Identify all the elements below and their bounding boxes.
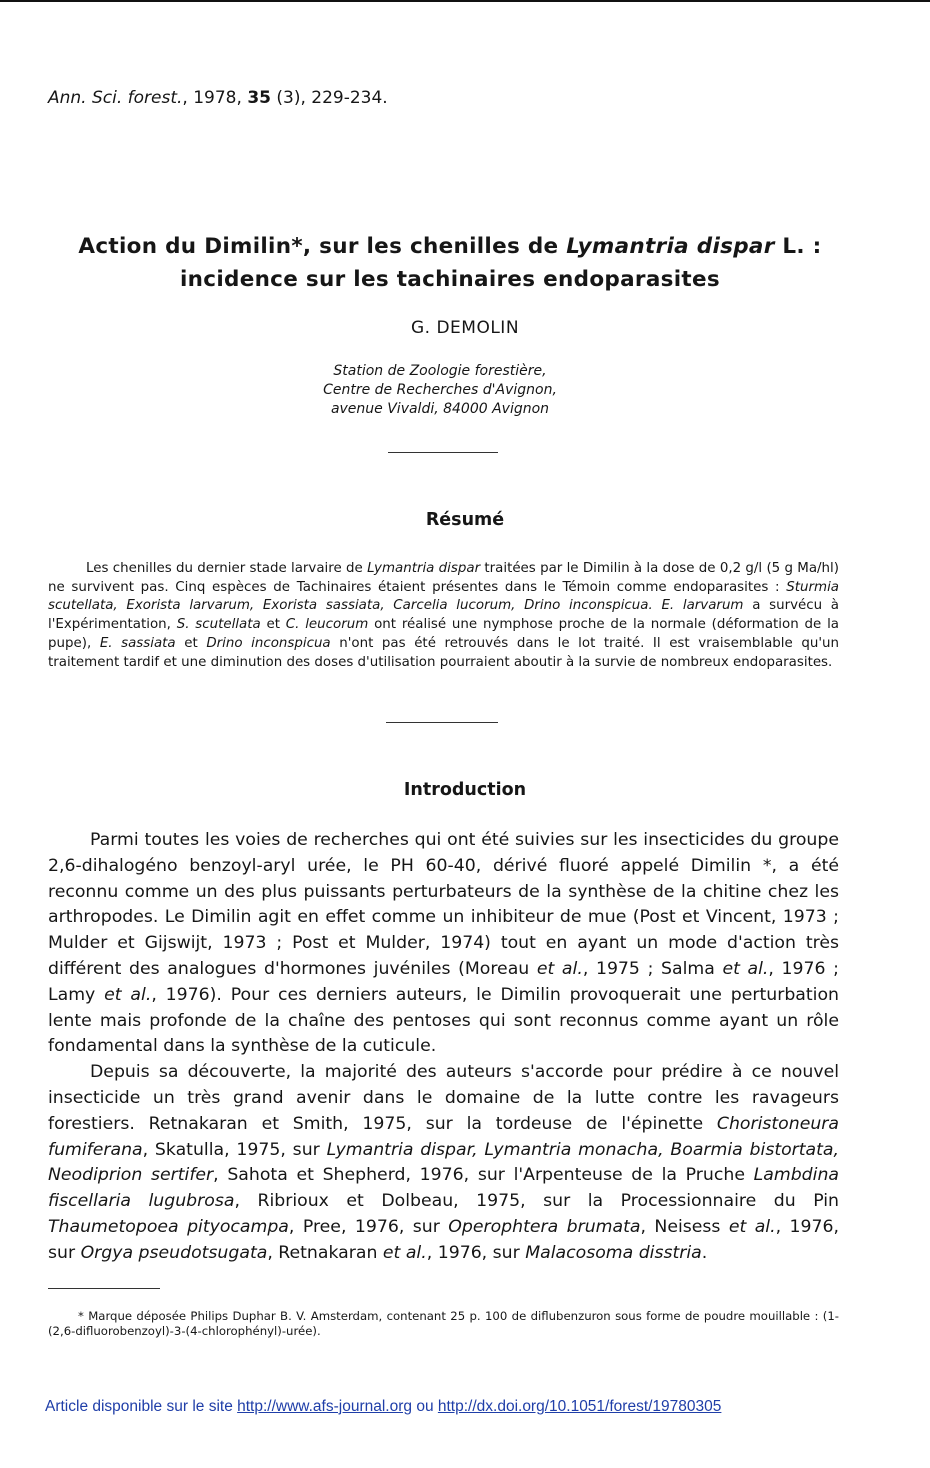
abstract-heading: Résumé [425, 510, 505, 530]
citation-year: , 1978, [182, 88, 242, 108]
italic-text-run: Sturmia scutellata, Exorista larvarum, Exorista sassiata, Carcelia lucorum, Drino inconspicua. E. larvarum [48, 579, 839, 614]
text-run: . [701, 1242, 708, 1263]
italic-text-run: et al. [728, 1216, 776, 1237]
article-title [40, 230, 860, 296]
paragraph [48, 1060, 839, 1266]
italic-text-run: et al. [382, 1242, 427, 1263]
text-run: Les chenilles du dernier stade larvaire de [86, 561, 368, 576]
text-run: , 1976, sur [426, 1242, 526, 1263]
italic-text-run: Choristoneura fumiferana [48, 1113, 839, 1160]
title-line2: incidence sur les tachinaires endoparasites [180, 267, 720, 292]
citation-issue-pages: (3), 229-234. [276, 88, 388, 108]
italic-text-run: S. scutellata [176, 617, 261, 633]
author-name: G. DEMOLIN [410, 318, 520, 338]
author-affiliation [250, 362, 630, 419]
text-run: Depuis sa découverte, la majorité des auteurs s'accorde pour prédire à ce nouvel insecticide un très grand avenir dans le domaine de la lutte contre les ravageurs forestiers. Retnakaran et Smith, 1975, sur la tordeuse de l'épinette [48, 1062, 839, 1134]
footnote-divider [48, 1288, 160, 1289]
affiliation-line: Station de Zoologie forestière, [333, 363, 547, 379]
italic-text-run: E. sassiata [99, 635, 176, 651]
italic-text-run: Thaumetopoea pityocampa [48, 1216, 289, 1237]
abstract-body [48, 560, 839, 672]
italic-text-run: Drino inconspicua [206, 635, 331, 651]
italic-text-run: et al. [104, 984, 152, 1005]
italic-text-run: Lambdina fiscellaria lugubrosa [48, 1165, 839, 1212]
availability-prefix: Article disponible sur le site [45, 1398, 238, 1415]
text-run: , 1976). Pour ces derniers auteurs, le Dimilin provoquerait une perturbation lente mais profonde de la chaîne des pentoses qui sont reconnus comme ayant un rôle fondamental dans la synthèse de la cuticule. [48, 984, 839, 1057]
section-divider [388, 452, 498, 453]
italic-text-run: Malacosoma disstria [525, 1242, 702, 1263]
italic-text-run: et al. [722, 958, 769, 979]
text-run: Parmi toutes les voies de recherches qui ont été suivies sur les insecticides du groupe 2,6-dihalogéno benzoyl-aryl urée, le PH 60-40, dérivé fluoré appelé Dimilin *, a été reconnu comme un des plus puissants perturbateurs de la synthèse de la chitine chez les arthropodes. Le Dimilin agit en effet comme un inhibiteur de mue (Post et Vincent, 1973 ; Mulder et Gijswijt, 1973 ; Post et Mulder, 1974) tout en ayant un mode d'action très différent des analogues d'hormones juvéniles (Moreau [48, 830, 839, 979]
text-run: , 1975 ; Salma [582, 958, 723, 979]
text-run: traitées par le Dimilin à la dose de 0,2 g/l (5 g Ma/hl) ne survivent pas. Cinq espèces de Tachinaires étaient présentes dans le Témoin comme endoparasites : [48, 561, 839, 595]
text-run: , 1976, sur [48, 1216, 839, 1263]
title-line1-end: L. : [782, 234, 822, 259]
text-run: n'ont pas été retrouvés dans le lot traité. Il est vraisemblable qu'un traitement tardif et une diminution des doses d'utilisation pourraient aboutir à la survie de nombreux endoparasites. [48, 635, 839, 670]
section-divider [386, 722, 498, 723]
italic-text-run: Operophtera brumata [448, 1216, 641, 1237]
introduction-heading: Introduction [403, 780, 527, 800]
title-line1-start: Action du Dimilin*, sur les chenilles de [78, 234, 559, 259]
text-run: , Ribrioux et Dolbeau, 1975, sur la Processionnaire du Pin [234, 1191, 839, 1212]
journal-name: Ann. Sci. forest. [48, 88, 183, 108]
text-run: , Sahota et Shepherd, 1976, sur l'Arpenteuse de la Pruche [213, 1165, 754, 1186]
italic-text-run: C. leucorum [285, 617, 369, 633]
introduction-body [48, 828, 839, 1267]
availability-notice [45, 1398, 721, 1416]
text-run: , 1976 ; Lamy [48, 958, 839, 1005]
availability-middle: ou [412, 1398, 438, 1415]
citation-volume: 35 [247, 88, 271, 108]
top-border-line [0, 0, 930, 2]
paragraph [48, 828, 839, 1060]
doi-link[interactable]: http://dx.doi.org/10.1051/forest/19780305 [437, 1398, 722, 1415]
footnote: * Marque déposée Philips Duphar B. V. Amsterdam, contenant 25 p. 100 de diflubenzuron sous forme de poudre mouillable : (1-(2,6-difluorobenzoyl)-3-(4-chlorophényl)-urée). [48, 1309, 839, 1338]
text-run: a survécu à l'Expérimentation, [48, 598, 839, 633]
text-run: et [260, 617, 286, 633]
affiliation-line: avenue Vivaldi, 84000 Avignon [330, 401, 550, 417]
italic-text-run: Lymantria dispar, Lymantria monacha, Boarmia bistortata, Neodiprion sertifer [48, 1139, 839, 1186]
text-run: , Skatulla, 1975, sur [142, 1139, 327, 1160]
text-run: , Pree, 1976, sur [288, 1216, 449, 1237]
text-run: ont réalisé une nymphose proche de la normale (déformation de la pupe), [48, 617, 839, 651]
journal-site-link[interactable]: http://www.afs-journal.org [237, 1398, 413, 1415]
title-species: Lymantria dispar [566, 234, 775, 259]
text-run: , Neisess [640, 1216, 729, 1237]
italic-text-run: Lymantria dispar [367, 561, 481, 576]
italic-text-run: et al. [536, 958, 583, 979]
journal-citation [48, 88, 388, 108]
text-run: et [175, 635, 207, 651]
italic-text-run: Orgya pseudotsugata [80, 1242, 268, 1263]
affiliation-line: Centre de Recherches d'Avignon, [323, 382, 557, 398]
text-run: , Retnakaran [267, 1242, 383, 1263]
